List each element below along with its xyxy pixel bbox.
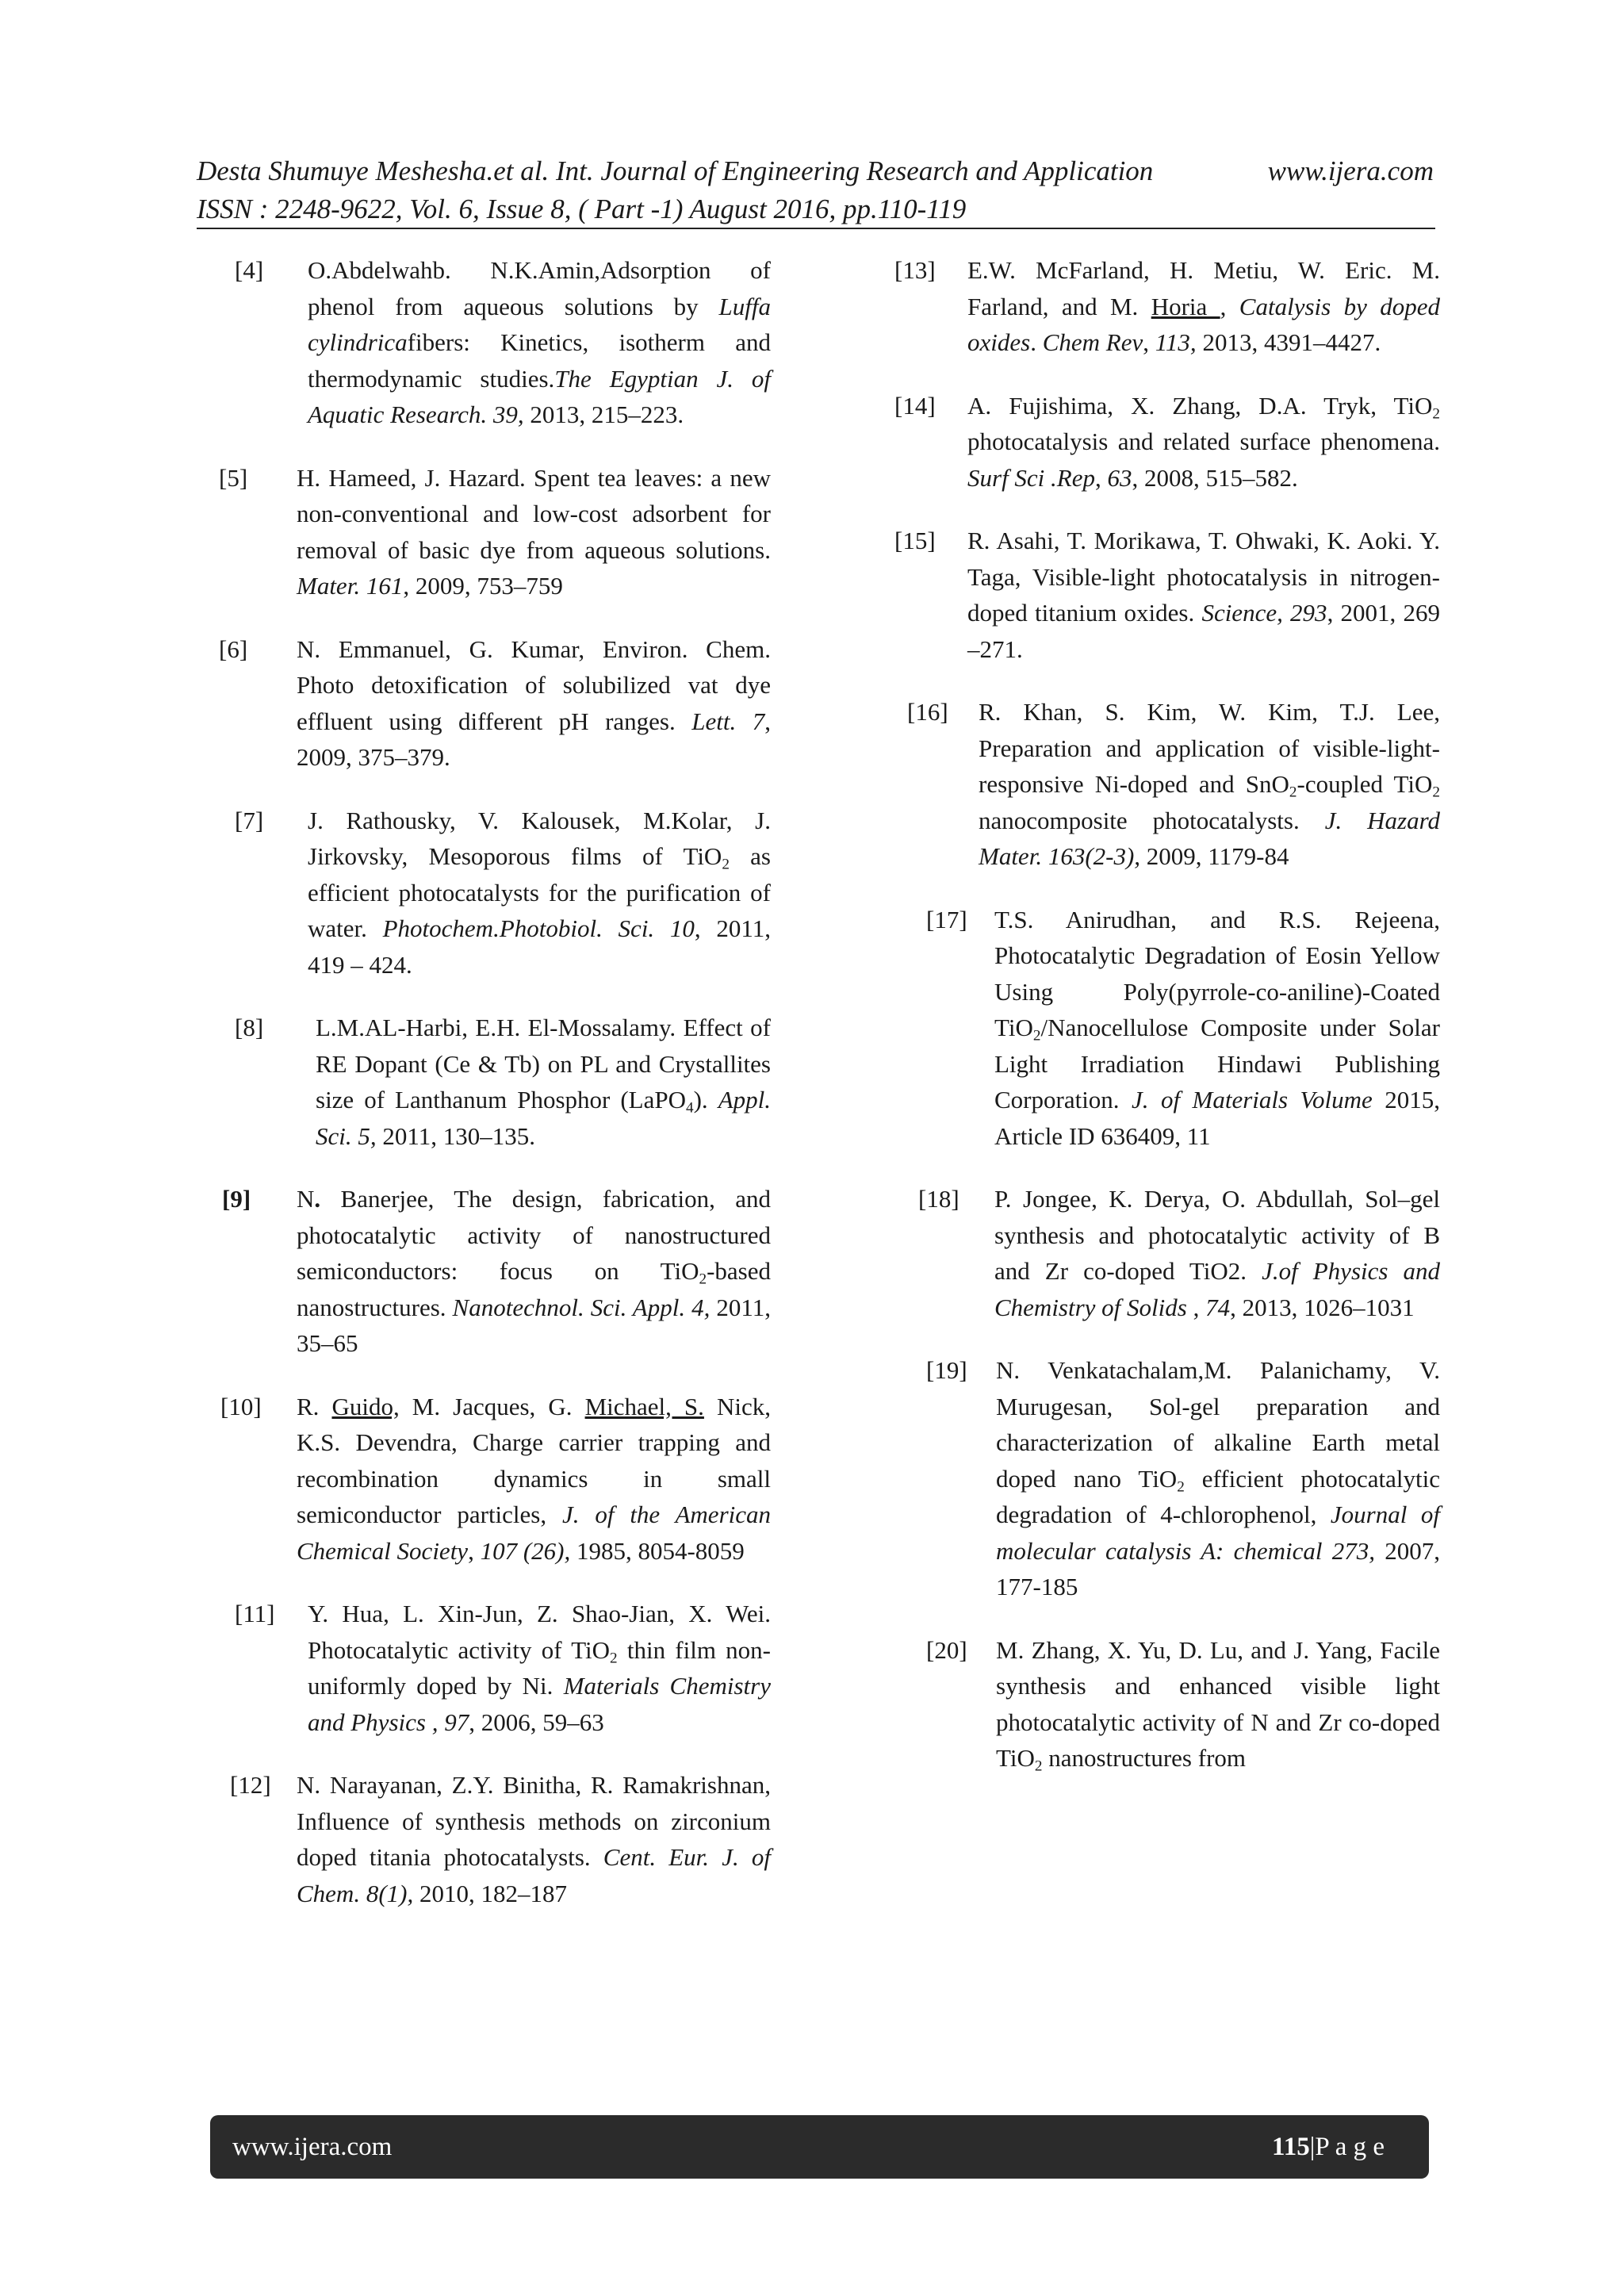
running-header <box>197 152 1434 228</box>
reference-item <box>216 803 771 983</box>
reference-item <box>216 631 771 776</box>
references-column-left <box>216 252 771 1938</box>
page-label: |P a g e <box>1309 2132 1385 2161</box>
issn-line: ISSN : 2248-9622, Vol. 6, Issue 8, ( Part -1) August 2016, pp.110-119 <box>197 194 967 224</box>
reference-number: [4] <box>235 256 264 284</box>
page-footer <box>210 2115 1429 2179</box>
reference-number: [5] <box>219 463 248 492</box>
reference-text: L.M.AL-Harbi, E.H. El-Mossalamy. Effect of RE Dopant (Ce & Tb) on PL and Crystallites size of Lanthanum Phosphor (LaPO$_4$). Appl. Sci. 5, 2011, 130–135. <box>316 1014 771 1150</box>
reference-number: [11] <box>235 1600 275 1627</box>
reference-item <box>879 694 1440 875</box>
reference-text: Y. Hua, L. Xin-Jun, Z. Shao-Jian, X. Wei. Photocatalytic activity of TiO$_2$ thin film non-uniformly doped by Ni. Materials Chemistry and Physics , 97, 2006, 59–63 <box>308 1600 771 1736</box>
header-divider <box>197 228 1435 229</box>
reference-item <box>216 460 771 604</box>
reference-number: [15] <box>894 527 936 554</box>
reference-text: T.S. Anirudhan, and R.S. Rejeena, Photocatalytic Degradation of Eosin Yellow Using Poly(pyrrole-co-aniline)-Coated TiO$_2$/Nanocellulose Composite under Solar Light Irradiation Hindawi Publishing Corporation. J. of Materials Volume 2015, Article ID 636409, 11 <box>994 905 1440 1150</box>
reference-item <box>879 252 1440 361</box>
reference-item <box>216 252 771 433</box>
reference-text: E.W. McFarland, H. Metiu, W. Eric. M. Farland, and M. Horia , Catalysis by doped oxides. Chem Rev, 113, 2013, 4391–4427. <box>967 256 1440 356</box>
journal-website[interactable]: www.ijera.com <box>1267 155 1434 186</box>
reference-text: N. Venkatachalam,M. Palanichamy, V. Murugesan, Sol-gel preparation and characterization of alkaline Earth metal doped nano TiO$_2$ efficient photocatalytic degradation of 4-chlorophenol, Journal of molecular catalysis A: chemical 273, 2007, 177-185 <box>996 1356 1440 1600</box>
reference-text: R. Khan, S. Kim, W. Kim, T.J. Lee, Preparation and application of visible-light-responsive Ni-doped and SnO$_2$-coupled TiO$_2$ nanocomposite photocatalysts. J. Hazard Mater. 163(2-3), 2009, 1179-84 <box>979 698 1441 870</box>
reference-item <box>879 1352 1440 1605</box>
reference-text: O.Abdelwahb. N.K.Amin,Adsorption of phenol from aqueous solutions by Luffa cylindricafibers: Kinetics, isotherm and thermodynamic studies.The Egyptian J. of Aquatic Research. 39, 2013, 215–223. <box>308 256 772 428</box>
reference-number: [9] <box>222 1185 251 1213</box>
reference-text: P. Jongee, K. Derya, O. Abdullah, Sol–gel synthesis and photocatalytic activity of B and Zr co-doped TiO2. J.of Physics and Chemistry of Solids , 74, 2013, 1026–1031 <box>994 1185 1440 1321</box>
reference-item <box>879 388 1440 496</box>
reference-text: N. Banerjee, The design, fabrication, and photocatalytic activity of nanostructured semiconductors: focus on TiO$_2$-based nanostructures. Nanotechnol. Sci. Appl. 4, 2011, 35–65 <box>297 1185 771 1357</box>
reference-number: [7] <box>235 806 264 834</box>
reference-number: [19] <box>926 1356 967 1384</box>
reference-item <box>216 1767 771 1911</box>
reference-text: N. Emmanuel, G. Kumar, Environ. Chem. Photo detoxification of solubilized vat dye effluent using different pH ranges. Lett. 7, 2009, 375–379. <box>297 634 771 771</box>
reference-number: [6] <box>219 634 248 663</box>
footer-website[interactable]: www.ijera.com <box>232 2132 393 2161</box>
reference-item <box>216 1596 771 1740</box>
reference-text: A. Fujishima, X. Zhang, D.A. Tryk, TiO$_2$ photocatalysis and related surface phenomena. Surf Sci .Rep, 63, 2008, 515–582. <box>967 391 1440 492</box>
page-number: 115 <box>1272 2132 1310 2161</box>
reference-item <box>216 1389 771 1570</box>
reference-number: [14] <box>894 391 936 420</box>
references-column-right <box>879 252 1440 1803</box>
reference-text: H. Hameed, J. Hazard. Spent tea leaves: a new non-conventional and low-cost adsorbent for removal of basic dye from aqueous solutions. Mater. 161, 2009, 753–759 <box>297 463 771 600</box>
reference-item <box>879 1632 1440 1777</box>
reference-number: [18] <box>918 1185 959 1213</box>
reference-text: R. Asahi, T. Morikawa, T. Ohwaki, K. Aoki. Y. Taga, Visible-light photocatalysis in nitrogen-doped titanium oxides. Science, 293, 2001, 269 –271. <box>967 527 1440 663</box>
journal-citation-line: Desta Shumuye Meshesha.et al. Int. Journal of Engineering Research and Application <box>197 155 1154 186</box>
reference-number: [12] <box>230 1771 271 1799</box>
reference-item <box>216 1010 771 1154</box>
reference-text: J. Rathousky, V. Kalousek, M.Kolar, J. Jirkovsky, Mesoporous films of TiO$_2$ as efficient photocatalysts for the purification of water. Photochem.Photobiol. Sci. 10, 2011, 419 – 424. <box>308 806 771 979</box>
reference-item <box>216 1181 771 1362</box>
reference-number: [20] <box>926 1635 967 1664</box>
reference-number: [16] <box>907 698 948 726</box>
reference-item <box>879 1181 1440 1325</box>
reference-text: M. Zhang, X. Yu, D. Lu, and J. Yang, Facile synthesis and enhanced visible light photocatalytic activity of N and Zr co-doped TiO$_2$ nanostructures from <box>996 1635 1440 1775</box>
reference-text: R. Guido, M. Jacques, G. Michael, S. Nick, K.S. Devendra, Charge carrier trapping and recombination dynamics in small semiconductor particles, J. of the American Chemical Society, 107 (26), 1985, 8054-8059 <box>297 1392 772 1565</box>
page-indicator <box>1272 2133 1385 2162</box>
reference-number: [10] <box>220 1392 262 1420</box>
reference-item <box>879 523 1440 667</box>
reference-text: N. Narayanan, Z.Y. Binitha, R. Ramakrishnan, Influence of synthesis methods on zirconium doped titania photocatalysts. Cent. Eur. J. of Chem. 8(1), 2010, 182–187 <box>297 1771 771 1907</box>
reference-item <box>879 902 1440 1155</box>
reference-number: [13] <box>894 256 936 284</box>
reference-number: [17] <box>926 905 967 933</box>
reference-number: [8] <box>235 1014 264 1041</box>
